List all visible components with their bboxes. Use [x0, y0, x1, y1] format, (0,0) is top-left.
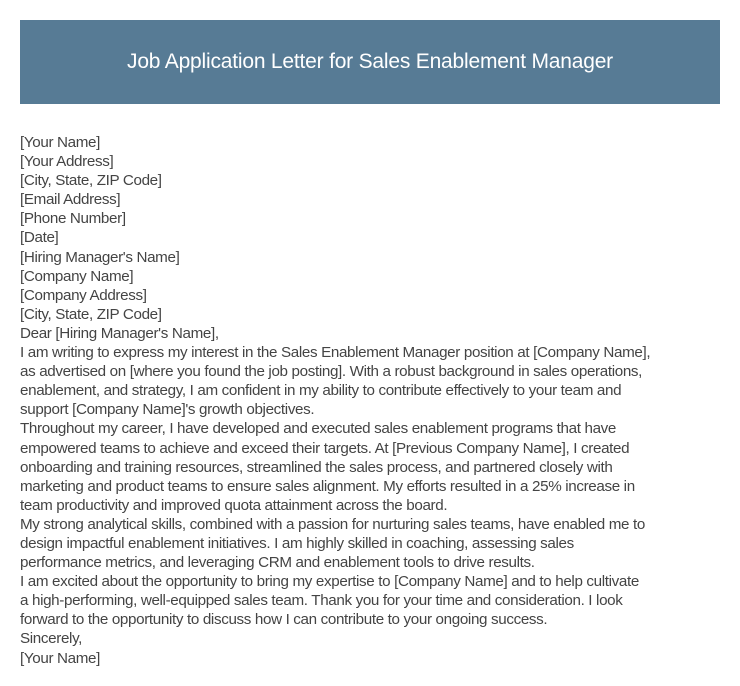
paragraph-intro — [20, 343, 720, 419]
paragraph-line: Throughout my career, I have developed and executed sales enablement programs that have — [20, 420, 617, 438]
recipient-company: [Company Name] — [20, 267, 134, 285]
sender-address: [Your Address] — [20, 153, 114, 171]
sender-name: [Your Name] — [20, 134, 101, 151]
paragraph-line: onboarding and training resources, streamlined the sales process, and partnered closely with — [20, 458, 613, 476]
paragraph-line: I am writing to express my interest in the Sales Enablement Manager position at [Company Name], — [20, 344, 651, 362]
paragraph-line: a high-performing, well-equipped sales team. Thank you for your time and consideration. I look — [20, 592, 623, 610]
recipient-block — [20, 248, 720, 324]
salutation: Dear [Hiring Manager's Name], — [20, 324, 219, 342]
letter-date: [Date] — [20, 229, 59, 247]
paragraph-line: team productivity and improved quota attainment across the board. — [20, 496, 448, 514]
paragraph-closing — [20, 572, 720, 629]
signature: [Your Name] — [20, 649, 101, 667]
paragraph-line: as advertised on [where you found the job posting]. With a robust background in sales operations, — [20, 363, 643, 381]
paragraph-line: My strong analytical skills, combined with a passion for nurturing sales teams, have enabled me to — [20, 515, 645, 533]
page-title: Job Application Letter for Sales Enablement Manager — [127, 50, 613, 73]
recipient-city-state-zip: [City, State, ZIP Code] — [20, 305, 162, 323]
sender-block — [20, 133, 720, 228]
paragraph-line: forward to the opportunity to discuss how I can contribute to your ongoing success. — [20, 611, 548, 629]
paragraph-line: design impactful enablement initiatives. I am highly skilled in coaching, assessing sales — [20, 534, 574, 552]
sender-city-state-zip: [City, State, ZIP Code] — [20, 172, 162, 190]
sender-phone: [Phone Number] — [20, 210, 126, 228]
paragraph-experience — [20, 419, 720, 514]
page-header — [20, 20, 720, 104]
letter-body — [20, 133, 720, 668]
recipient-name: [Hiring Manager's Name] — [20, 248, 180, 266]
paragraph-line: performance metrics, and leveraging CRM and enablement tools to drive results. — [20, 554, 535, 572]
sender-email: [Email Address] — [20, 191, 121, 209]
paragraph-line: enablement, and strategy, I am confident in my ability to contribute effectively to your team and — [20, 382, 622, 400]
paragraph-line: support [Company Name]'s growth objectives. — [20, 401, 315, 419]
closing: Sincerely, — [20, 630, 83, 648]
paragraph-line: I am excited about the opportunity to bring my expertise to [Company Name] and to help cultivate — [20, 573, 639, 591]
paragraph-line: empowered teams to achieve and exceed their targets. At [Previous Company Name], I created — [20, 439, 630, 457]
paragraph-skills — [20, 515, 720, 572]
recipient-company-address: [Company Address] — [20, 286, 147, 304]
paragraph-line: marketing and product teams to ensure sales alignment. My efforts resulted in a 25% increase in — [20, 477, 635, 495]
